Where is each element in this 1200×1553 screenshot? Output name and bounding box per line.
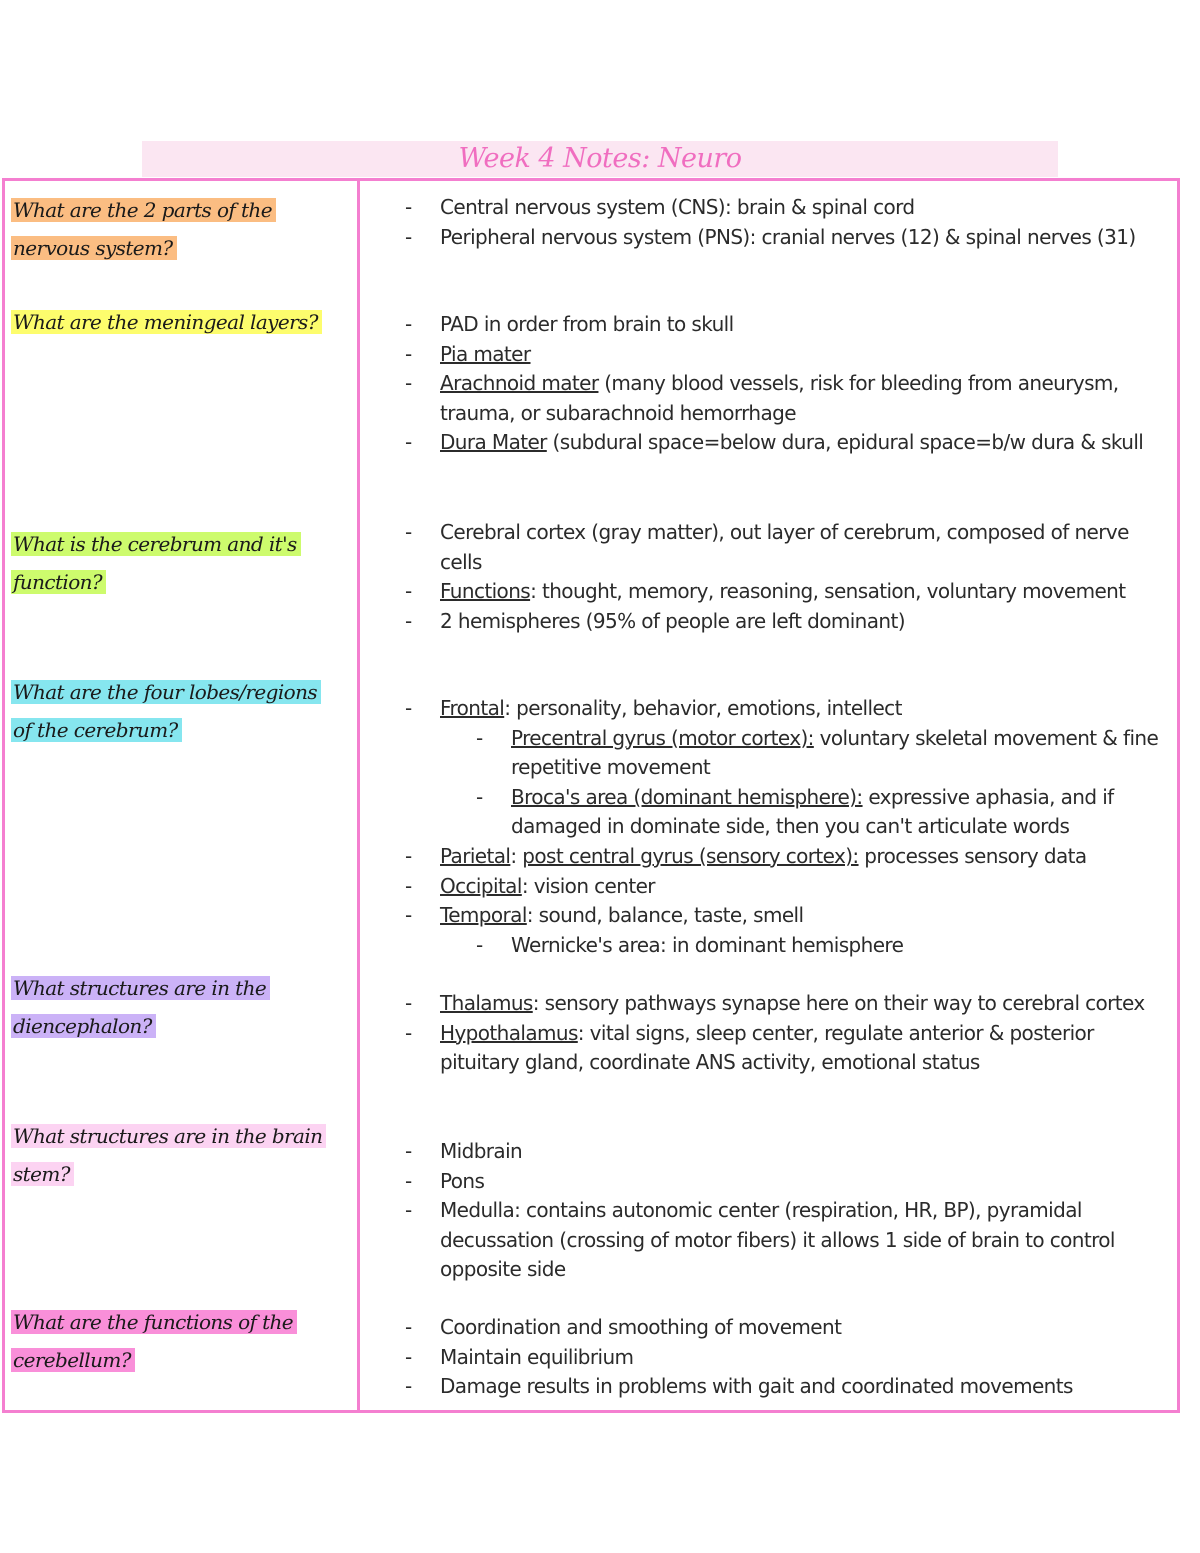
question-line: What are the 2 parts of the xyxy=(11,198,276,222)
list-item: - Parietal: post central gyrus (sensory cortex): processes sensory data xyxy=(405,842,1175,872)
list-item: - Occipital: vision center xyxy=(405,872,1175,902)
list-item: - 2 hemispheres (95% of people are left dominant) xyxy=(405,607,1175,637)
question-line: What structures are in the brain xyxy=(11,1124,326,1148)
question-brain-stem xyxy=(11,1117,326,1193)
list-item: - Pia mater xyxy=(405,340,1175,370)
question-line: What is the cerebrum and it's xyxy=(11,532,301,556)
notes-table xyxy=(2,178,1180,1413)
answer-cerebrum xyxy=(405,518,1175,636)
list-item: - Maintain equilibrium xyxy=(405,1343,1175,1373)
list-item: - Damage results in problems with gait and coordinated movements xyxy=(405,1372,1175,1402)
question-meningeal-layers xyxy=(11,303,322,341)
question-line: What are the functions of the xyxy=(11,1310,297,1334)
question-line: diencephalon? xyxy=(11,1014,156,1038)
answer-meningeal-layers xyxy=(405,310,1175,458)
list-item: - PAD in order from brain to skull xyxy=(405,310,1175,340)
question-lobes xyxy=(11,673,321,749)
question-cerebellum xyxy=(11,1303,297,1379)
answer-lobes xyxy=(405,694,1175,960)
column-divider xyxy=(357,181,360,1410)
question-line: cerebellum? xyxy=(11,1348,135,1372)
question-line: of the cerebrum? xyxy=(11,718,182,742)
page-title: Week 4 Notes: Neuro xyxy=(458,143,742,174)
answer-nervous-system xyxy=(405,193,1175,252)
question-line: What are the meningeal layers? xyxy=(11,310,322,334)
list-item: - Thalamus: sensory pathways synapse here on their way to cerebral cortex xyxy=(405,989,1175,1019)
list-item: - Peripheral nervous system (PNS): cranial nerves (12) & spinal nerves (31) xyxy=(405,223,1175,253)
list-item: - Wernicke's area: in dominant hemisphere xyxy=(476,931,1175,961)
list-item: - Cerebral cortex (gray matter), out layer of cerebrum, composed of nerve cells xyxy=(405,518,1175,577)
answer-diencephalon xyxy=(405,989,1175,1078)
list-item: - Coordination and smoothing of movement xyxy=(405,1313,1175,1343)
list-item: - Precentral gyrus (motor cortex): voluntary skeletal movement & fine repetitive movement xyxy=(476,724,1175,783)
question-line: stem? xyxy=(11,1162,74,1186)
question-cerebrum xyxy=(11,525,301,601)
question-line: What structures are in the xyxy=(11,976,270,1000)
list-item: - Frontal: personality, behavior, emotions, intellect xyxy=(405,694,1175,724)
list-item: - Functions: thought, memory, reasoning, sensation, voluntary movement xyxy=(405,577,1175,607)
list-item: - Central nervous system (CNS): brain & spinal cord xyxy=(405,193,1175,223)
list-item: - Temporal: sound, balance, taste, smell xyxy=(405,901,1175,931)
list-item: - Arachnoid mater (many blood vessels, risk for bleeding from aneurysm, trauma, or subarachnoid hemorrhage xyxy=(405,369,1175,428)
list-item: - Dura Mater (subdural space=below dura, epidural space=b/w dura & skull xyxy=(405,428,1175,458)
question-line: What are the four lobes/regions xyxy=(11,680,321,704)
list-item: - Midbrain xyxy=(405,1137,1175,1167)
list-item: - Hypothalamus: vital signs, sleep center, regulate anterior & posterior pituitary gland, coordinate ANS activity, emotional status xyxy=(405,1019,1175,1078)
question-line: function? xyxy=(11,570,106,594)
question-nervous-system xyxy=(11,191,276,267)
question-line: nervous system? xyxy=(11,236,177,260)
answer-brain-stem xyxy=(405,1137,1175,1285)
list-item: - Pons xyxy=(405,1167,1175,1197)
list-item: - Broca's area (dominant hemisphere): expressive aphasia, and if damaged in dominate side, then you can't articulate words xyxy=(476,783,1175,842)
list-item: - Medulla: contains autonomic center (respiration, HR, BP), pyramidal decussation (crossing of motor fibers) it allows 1 side of brain to control opposite side xyxy=(405,1196,1175,1285)
title-banner xyxy=(142,141,1058,177)
question-diencephalon xyxy=(11,969,270,1045)
answer-cerebellum xyxy=(405,1313,1175,1402)
